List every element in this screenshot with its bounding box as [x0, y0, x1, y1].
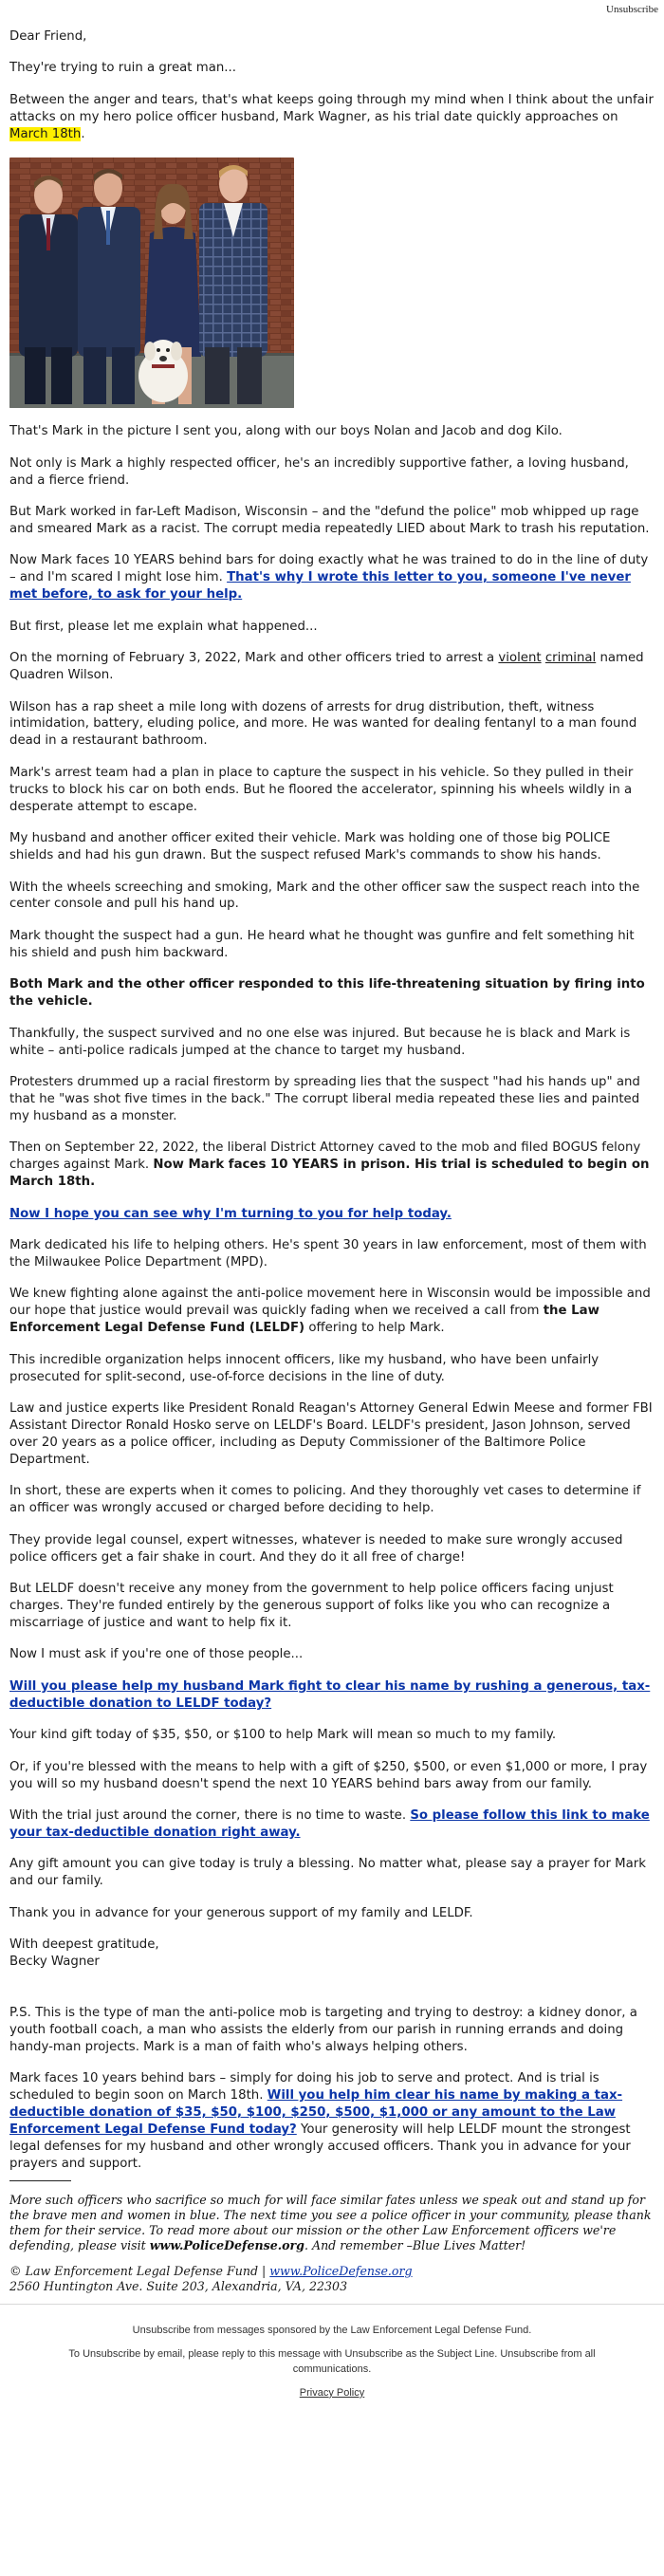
paragraph-ten-years: Now Mark faces 10 YEARS behind bars for doing exactly what he was trained to do in the line of duty – and I'm scared I might lose him. That's why I wrote this letter to you, someone I've never met before, to ask for your help. [9, 553, 649, 602]
paragraph-leldf: We knew fighting alone against the anti-police movement here in Wisconsin would be impossible and our hope that justice would prevail was quickly fading when we received a call from the Law Enforcement Legal Defense Fund (LELDF) offering to help Mark. [9, 1287, 651, 1336]
privacy-policy-link[interactable]: Privacy Policy [299, 2386, 365, 2399]
paragraph-counsel: They provide legal counsel, expert witnesses, whatever is needed to make sure wrongly accused police officers get a fair shake in court. And they do it all free of charge! [9, 1532, 623, 1565]
copyright-line: © Law Enforcement Legal Defense Fund | www.PoliceDefense.org [9, 2263, 413, 2278]
paragraph-organization: This incredible organization helps innocent officers, like my husband, who have been unfairly prosecuted for split-second, use-of-force decisions in the line of duty. [9, 1352, 599, 1384]
paragraph-gift-large: Or, if you're blessed with the means to help with a gift of $250, $500, or even $1,000 or more, I pray you will so my husband doesn't spend the next 10 YEARS behind bars away from our family. [9, 1759, 648, 1791]
paragraph-experts: In short, these are experts when it comes to policing. And they thoroughly vet cases to determine if an officer was wrongly accused or charged before deciding to help. [9, 1484, 641, 1516]
unsubscribe-notice: Unsubscribe from messages sponsored by the Law Enforcement Legal Defense Fund. [132, 2324, 532, 2336]
paragraph-no-time: With the trial just around the corner, there is no time to waste. So please follow this link to make your tax-deductible donation right away. [9, 1808, 650, 1840]
top-bar [0, 0, 664, 17]
paragraph-dedicated: Mark dedicated his life to helping others. He's spent 30 years in law enforcement, most of them with the Milwaukee Police Department (MPD). [9, 1238, 647, 1269]
signature-name: Becky Wagner [9, 1955, 100, 1970]
paragraph-explain: But first, please let me explain what happened... [9, 619, 318, 634]
highlighted-date: March 18th [9, 126, 82, 141]
photo-caption: That's Mark in the picture I sent you, along with our boys Nolan and Jacob and dog Kilo. [9, 424, 563, 439]
site-link[interactable]: www.PoliceDefense.org [269, 2263, 413, 2278]
paragraph-character: Not only is Mark a highly respected officer, he's an incredibly supportive father, a loving husband, and a fierce friend. [9, 455, 629, 488]
paragraph-gun: Mark thought the suspect had a gun. He heard what he thought was gunfire and felt something hit his shield and push him backward. [9, 928, 635, 960]
paragraph-console: With the wheels screeching and smoking, Mark and the other officer saw the suspect reach into the center console and pull his hand up. [9, 880, 640, 912]
paragraph-fired: Both Mark and the other officer responded to this life-threatening situation by firing into the vehicle. [9, 977, 645, 1010]
paragraph-rap-sheet: Wilson has a rap sheet a mile long with dozens of arrests for drug distribution, theft, witness intimidation, battery, eluding police, and more. He was wanted for dealing fentanyl to a man found dead in a restaurant bathroom. [9, 699, 637, 749]
ps-donate-link[interactable]: Will you help him clear his name by making a tax-deductible donation of $35, $50, $100, $250, $500, $1,000 or any amount to the Law Enforcement Legal Defense Fund today? [9, 2088, 623, 2138]
paragraph-blessing: Any gift amount you can give today is truly a blessing. No matter what, please say a prayer for Mark and our family. [9, 1857, 646, 1889]
paragraph-plan: Mark's arrest team had a plan in place to capture the suspect in his vehicle. So they pulled in their trucks to block his car on both ends. But he floored the accelerator, spinning his wheels wildly in a desperate attempt to escape. [9, 765, 634, 814]
ask-for-help-link[interactable]: That's why I wrote this letter to you, someone I've never met before, to ask for your help. [9, 570, 631, 602]
legal-footer [0, 2305, 664, 2401]
donate-now-link[interactable]: So please follow this link to make your tax-deductible donation right away. [9, 1808, 650, 1840]
divider-rule [9, 2180, 71, 2181]
paragraph-arrest: On the morning of February 3, 2022, Mark and other officers tried to arrest a violent criminal named Quadren Wilson. [9, 651, 644, 683]
paragraph-madison: But Mark worked in far-Left Madison, Wisconsin – and the "defund the police" mob whipped up rage and smeared Mark as a racist. The corrupt media repeatedly LIED about Mark to trash his reputation. [9, 505, 650, 536]
mission-site: www.PoliceDefense.org [149, 2238, 304, 2253]
paragraph-survived: Thankfully, the suspect survived and no one else was injured. But because he is black and Mark is white – anti-police radicals jumped at the chance to target my husband. [9, 1026, 631, 1058]
paragraph-donate-link [9, 1678, 655, 1713]
ps-paragraph: P.S. This is the type of man the anti-police mob is targeting and trying to destroy: a kidney donor, a youth football coach, a man who assists the elderly from our parish in running errands and doing handy-man projects. Mark is a man of faith who's always helping others. [9, 2006, 637, 2054]
mailing-address: 2560 Huntington Ave. Suite 203, Alexandria, VA, 22303 [9, 2278, 348, 2293]
greeting: Dear Friend, [9, 29, 87, 44]
paragraph-intro: They're trying to ruin a great man... [9, 61, 236, 76]
paragraph-board: Law and justice experts like President Ronald Reagan's Attorney General Edwin Meese and former FBI Assistant Director Ronald Hosko serve on LELDF's Board. LELDF's president, Jason Johnson, served over 20 years as a police officer, including as Deputy Commissioner of the Baltimore Police Department. [9, 1401, 653, 1467]
paragraph-turning-link [9, 1206, 655, 1223]
paragraph-funding: But LELDF doesn't receive any money from the government to help police officers facing unjust charges. They're funded entirely by the generous support of folks like you who can recognize a miscarriage of justice and want to help fix it. [9, 1582, 614, 1630]
paragraph-exited: My husband and another officer exited their vehicle. Mark was holding one of those big POLICE shields and had his gun drawn. But the suspect refused Mark's commands to show his hands. [9, 831, 611, 863]
unsubscribe-link-top[interactable]: Unsubscribe [606, 4, 658, 15]
ps-paragraph-2: Mark faces 10 years behind bars – simply for doing his job to serve and protect. And is trial is scheduled to begin soon on March 18th. Will you help him clear his name by making a tax-deductible donation of $35, $50, $100, $250, $500, $1,000 or any amount to the Law Enforcement Legal Defense Fund today? Your generosity will help LELDF mount the strongest legal defenses for my husband and other wrongly accused officers. Thank you in advance for your prayers and support. [9, 2071, 631, 2172]
email-body [0, 17, 664, 2294]
paragraph-ask: Now I must ask if you're one of those people... [9, 1647, 304, 1662]
family-photo [9, 158, 294, 408]
paragraph-thanks: Thank you in advance for your generous support of my family and LELDF. [9, 1905, 473, 1920]
donate-link[interactable]: Will you please help my husband Mark fight to clear his name by rushing a generous, tax-deductible donation to LELDF today? [9, 1678, 651, 1711]
paragraph-gift-small: Your kind gift today of $35, $50, or $100 to help Mark will mean so much to my family. [9, 1728, 557, 1743]
paragraph-protesters: Protesters drummed up a racial firestorm by spreading lies that the suspect "had his hands up" and that he "was shot five times in the back." The corrupt liberal media repeated these lies and painted my husband as a monster. [9, 1075, 640, 1123]
signature-block: With deepest gratitude, Becky Wagner [9, 1937, 159, 1970]
paragraph-charges: Then on September 22, 2022, the liberal District Attorney caved to the mob and filed BOGUS felony charges against Mark. Now Mark faces 10 YEARS in prison. His trial is scheduled to begin on March 18th. [9, 1140, 650, 1190]
mission-note: More such officers who sacrifice so much for will face similar fates unless we speak out and stand up for the brave men and women in blue. The next time you see a police officer in your community, please thank them for their service. To read more about our mission or the other Law Enforcement officers we're defending, please visit www.PoliceDefense.org. And remember –Blue Lives Matter! [9, 2193, 652, 2253]
turning-to-you-link[interactable]: Now I hope you can see why I'm turning to you for help today. [9, 1206, 452, 1221]
unsubscribe-email-notice: To Unsubscribe by email, please reply to this message with Unsubscribe as the Subject Line. Unsubscribe from all communications. [68, 2348, 596, 2375]
paragraph-trial-date: Between the anger and tears, that's what keeps going through my mind when I think about the unfair attacks on my hero police officer husband, Mark Wagner, as his trial date quickly approaches on March 18th. [9, 92, 654, 141]
